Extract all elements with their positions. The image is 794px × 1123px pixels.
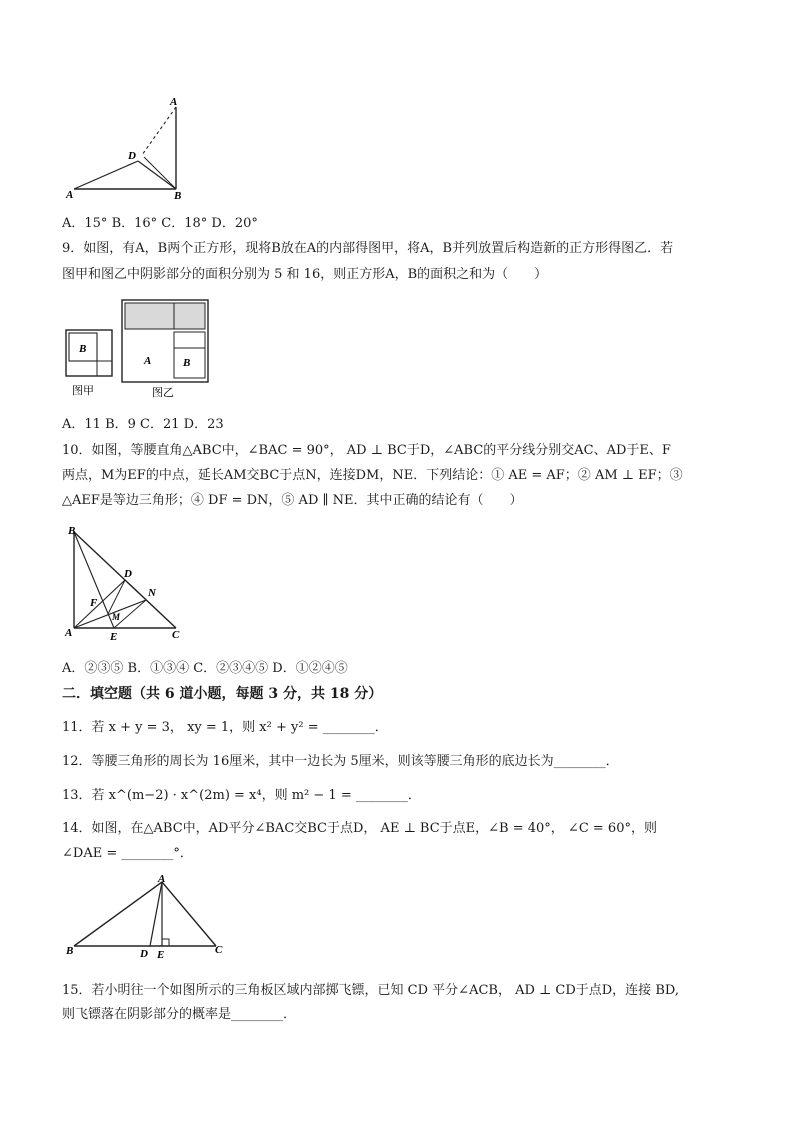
q10-label-F: F <box>90 597 98 609</box>
q9-yi-label-A: A <box>144 355 152 367</box>
q10-label-D: D <box>124 568 132 580</box>
q14-question-line2: ∠DAE = ________°． <box>62 846 193 861</box>
q15-question-line1: 15．若小明往一个如图所示的三角板区域内部掷飞镖，已知 CD 平分∠ACB， AD ⊥ CD于点D，连接 BD, <box>62 983 679 998</box>
q9-jia-caption: 图甲 <box>72 384 94 397</box>
q8-label-A-top: A <box>170 96 178 108</box>
q8-label-A-left: A <box>66 189 74 200</box>
q13-question: 13．若 x^(m−2) · x^(2m) = x⁴，则 m² − 1 = ________． <box>62 788 421 803</box>
q9-question-line2: 图甲和图乙中阴影部分的面积分别为 5 和 16，则正方形A，B的面积之和为（ ） <box>62 267 548 282</box>
q14-figure <box>64 874 230 958</box>
q14-label-B: B <box>66 945 74 957</box>
section-heading-fill-in: 二．填空题（共 6 道小题，每题 3 分，共 18 分） <box>62 686 383 702</box>
q8-figure <box>60 95 200 200</box>
q10-label-M: M <box>112 612 121 622</box>
q10-figure <box>62 524 192 644</box>
q14-question-line1: 14．如图，在△ABC中，AD平分∠BAC交BC于点D， AE ⊥ BC于点E，∠B = 40°， ∠C = 60°，则 <box>62 821 657 836</box>
q15-question-line2: 则飞镖落在阴影部分的概率是________． <box>62 1007 297 1022</box>
q14-label-C: C <box>215 944 223 956</box>
q10-label-N: N <box>148 587 156 599</box>
q10-label-A: A <box>65 627 73 639</box>
q10-question-line3: △AEF是等边三角形；④ DF = DN，⑤ AD ∥ NE．其中正确的结论有（ ） <box>62 493 523 508</box>
q9-choices: A．11 B．9 C．21 D．23 <box>62 417 224 432</box>
q14-label-A: A <box>158 874 166 885</box>
q10-question-line2: 两点，M为EF的中点，延长AM交BC于点N，连接DM，NE．下列结论：① AE = AF；② AM ⊥ EF；③ <box>62 468 683 483</box>
q14-label-E: E <box>157 949 165 958</box>
q9-yi-caption: 图乙 <box>152 386 174 399</box>
q10-question-line1: 10．如图，等腰直角△ABC中，∠BAC = 90°， AD ⊥ BC于D，∠ABC的平分线分别交AC、AD于E、F <box>62 443 671 458</box>
q9-yi-label-B: B <box>183 357 191 369</box>
q8-label-D: D <box>128 150 136 162</box>
q10-choices: A．②③⑤ B．①③④ C．②③④⑤ D．①②④⑤ <box>62 661 348 676</box>
q8-label-B: B <box>174 190 182 200</box>
q9-jia-label-B: B <box>79 343 87 355</box>
q8-choices: A．15° B．16° C．18° D．20° <box>62 216 258 231</box>
q10-label-E: E <box>110 631 118 643</box>
q10-label-C: C <box>172 629 180 641</box>
q12-question: 12．等腰三角形的周长为 16厘米，其中一边长为 5厘米，则该等腰三角形的底边长为________． <box>62 754 619 769</box>
q10-label-B: B <box>68 525 76 537</box>
q9-figure <box>60 296 220 402</box>
q14-label-D: D <box>140 948 148 958</box>
q9-question-line1: 9．如图，有A，B两个正方形，现将B放在A的内部得图甲，将A，B并列放置后构造新的正方形得图乙．若 <box>62 241 674 256</box>
q11-question: 11．若 x + y = 3， xy = 1，则 x² + y² = ________． <box>62 720 388 735</box>
